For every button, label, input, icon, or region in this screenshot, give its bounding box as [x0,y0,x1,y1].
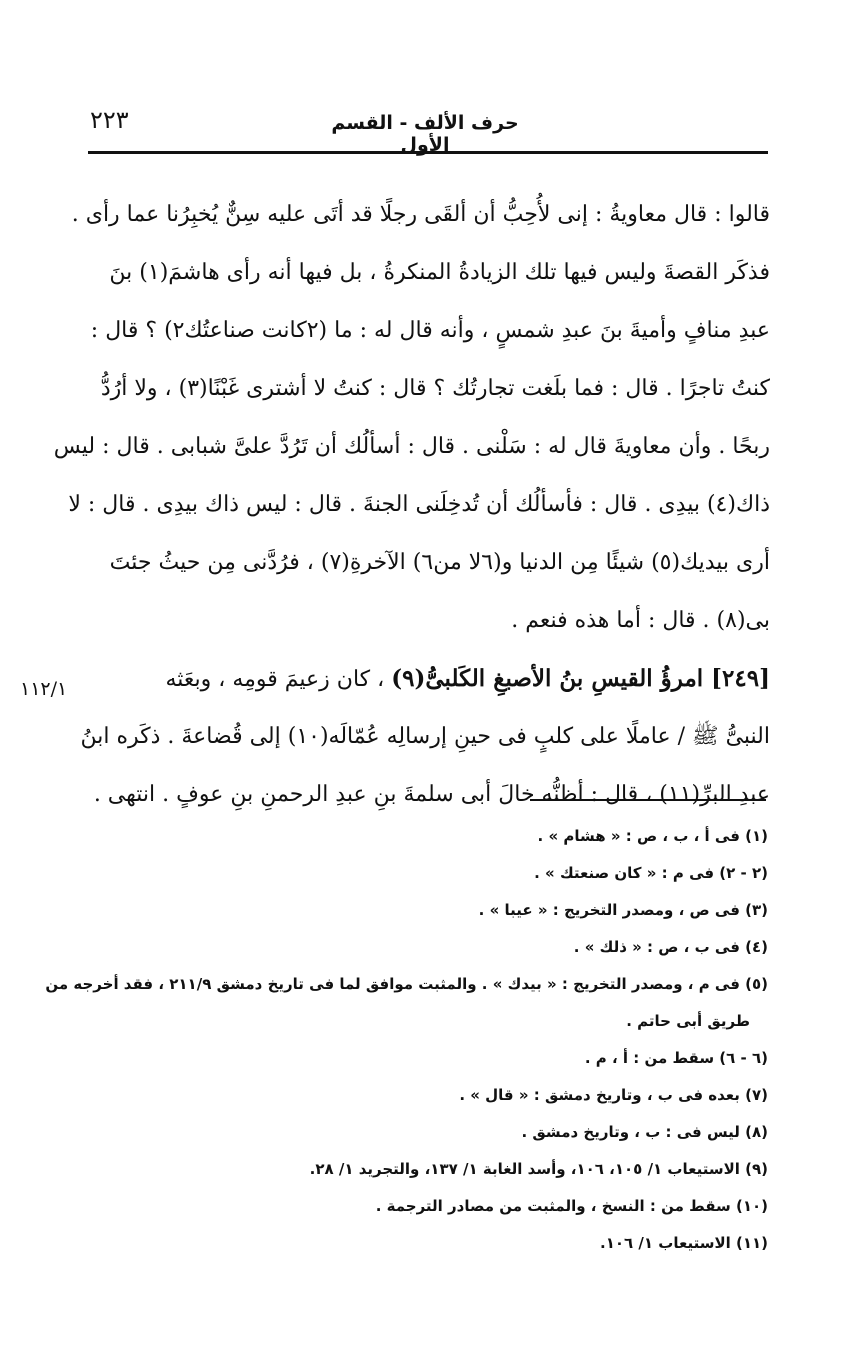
footnote: (٥) فى م ، ومصدر التخريج : « بيدك » . والمثبت موافق لما فى تاريخ دمشق ٢١١/٩ ، فقد أخرجه من [45,975,768,993]
text-line: بى(٨) . قال : أما هذه فنعم . [511,608,770,633]
entry-line [88,650,770,708]
text-line: قالوا : قال معاويةُ : إنى لأُحِبُّ أن ألقَى رجلًا قد أتَى عليه سِنٌّ يُخبِرُنا عما رأى . [71,202,770,227]
entry-text: ، كان زعيمَ قومِه ، وبعَثه [165,667,385,692]
margin-reference: ١١٢/١ [20,678,68,700]
text-line: كنتُ تاجرًا . قال : فما بلَغت تجارتُك ؟ قال : كنتُ لا أشترى غَبْنًا(٣) ، ولا أرُدُّ [100,376,770,401]
footnote: (١١) الاستيعاب ١/ ١٠٦. [600,1234,768,1252]
footnote: (٣) فى ص ، ومصدر التخريج : « عيبا » . [478,901,768,919]
text-line: عبدِ البرِّ(١١) ، قال : أظنُّه خالَ أبى سلمةَ بنِ عبدِ الرحمنِ بنِ عوفٍ . انتهى . [93,782,770,807]
footnote: (٦ - ٦) سقط من : أ ، م . [584,1049,768,1067]
page-number: ٢٢٣ [90,106,129,134]
running-title: حرف الألف - القسم الأول [331,112,519,156]
footnotes [45,818,768,1262]
text-line: فذكَر القصةَ وليس فيها تلك الزيادةُ المنكرةُ ، بل فيها أنه رأى هاشمَ(١) بنَ [109,260,770,285]
footnote: (١) فى أ ، ب ، ص : « هشام » . [537,827,768,845]
footnote-continuation: طريق أبى حاتم . [626,1012,750,1030]
text-line: عبدِ منافٍ وأميةَ بنَ عبدِ شمسٍ ، وأنه قال له : ما (٢كانت صناعتُك٢) ؟ قال : [90,318,770,343]
main-text [53,186,770,824]
entry-title: [٢٤٩] امرؤُ القيسِ بنُ الأصبغِ الكَلبىُّ(٩) [391,665,770,692]
footnote: (١٠) سقط من : النسخ ، والمثبت من مصادر الترجمة . [375,1197,768,1215]
footnote-rule [530,799,766,801]
text-line: أرى بيديك(٥) شيئًا مِن الدنيا و(٦لا من٦) الآخرةِ(٧) ، فرُدَّنى مِن حيثُ جئتَ [109,550,770,575]
footnote: (٩) الاستيعاب ١/ ١٠٥، ١٠٦، وأسد الغابة ١/ ١٣٧، والتجريد ١/ ٢٨. [309,1160,768,1178]
text-line: ذاك(٤) بيدِى . قال : فأسألُك أن تُدخِلَنى الجنةَ . قال : ليس ذاك بيدِى . قال : لا [68,492,770,517]
footnote: (٤) فى ب ، ص : « ذلك » . [573,938,768,956]
header-rule [88,151,768,154]
footnote: (٧) بعده فى ب ، وتاريخ دمشق : « قال » . [459,1086,768,1104]
text-line: ربحًا . وأن معاويةَ قال له : سَلْنى . قال : أسألُك أن تَرُدَّ علىَّ شبابى . قال : ليس [53,434,770,459]
text-line: النبىُّ ﷺ / عاملًا على كلبٍ فى حينِ إرسالِه عُمّالَه(١٠) إلى قُضاعةَ . ذكَره ابنُ [80,724,770,749]
footnote: (٢ - ٢) فى م : « كان صنعتك » . [534,864,768,882]
footnote: (٨) ليس فى : ب ، وتاريخ دمشق . [521,1123,768,1141]
